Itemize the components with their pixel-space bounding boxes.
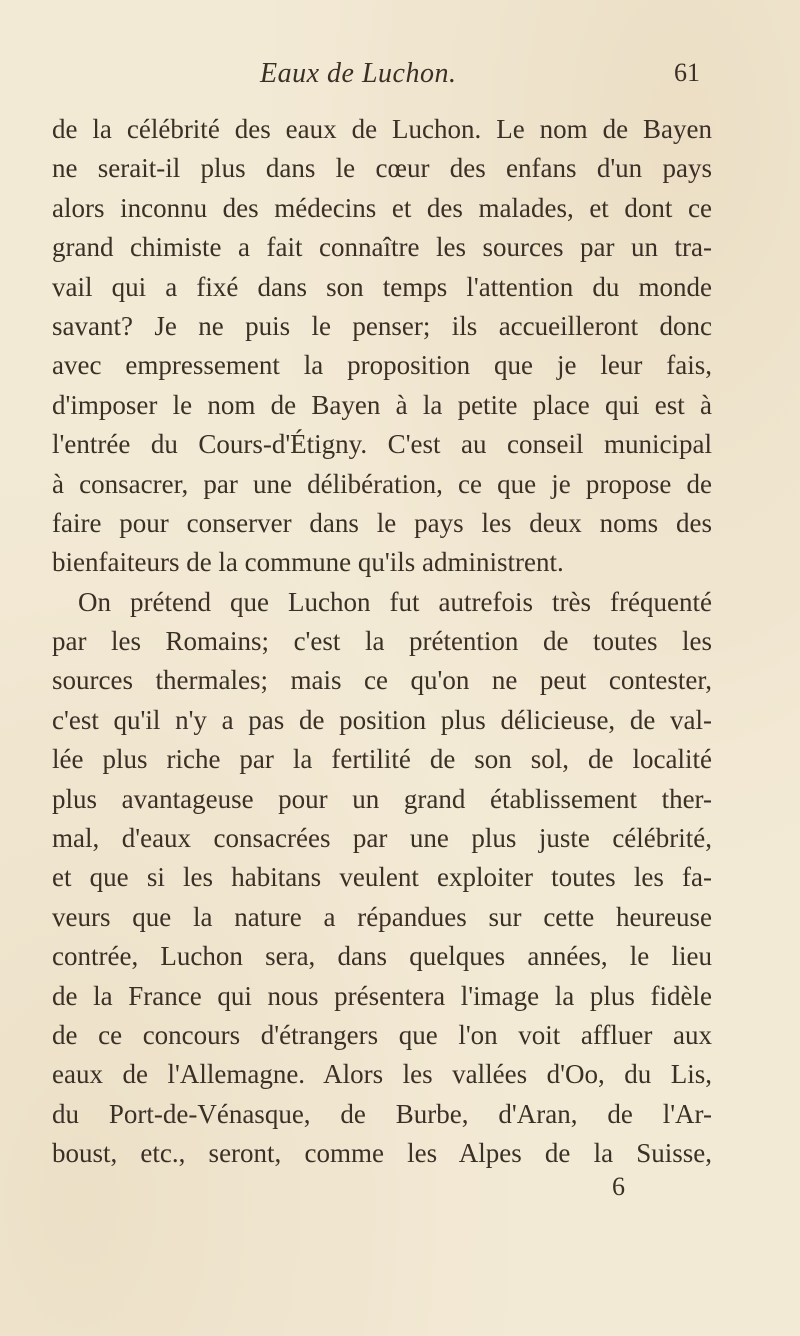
text-line: de ce concours d'étrangers que l'on voit affluer aux	[52, 1019, 712, 1050]
text-line: avec empressement la proposition que je leur fais,	[52, 350, 712, 381]
text-line: par les Romains; c'est la prétention de toutes les	[52, 626, 712, 657]
page-number: 61	[674, 58, 700, 87]
text-line: savant? Je ne puis le penser; ils accueilleront donc	[52, 310, 712, 341]
text-line: eaux de l'Allemagne. Alors les vallées d'Oo, du Lis,	[52, 1059, 712, 1090]
text-line: d'imposer le nom de Bayen à la petite place qui est à	[52, 389, 712, 420]
text-line: c'est qu'il n'y a pas de position plus délicieuse, de val-	[52, 704, 712, 735]
body-text	[52, 110, 712, 1174]
text-line: alors inconnu des médecins et des malades, et dont ce	[52, 192, 712, 223]
text-line: veurs que la nature a répandues sur cette heureuse	[52, 901, 712, 932]
signature-mark: 6	[612, 1172, 625, 1201]
page-header	[0, 58, 800, 98]
running-title: Eaux de Luchon.	[260, 58, 457, 89]
paragraph-end-line: bienfaiteurs de la commune qu'ils administrent.	[52, 547, 564, 578]
text-line: lée plus riche par la fertilité de son sol, de localité	[52, 744, 712, 775]
text-line: et que si les habitans veulent exploiter toutes les fa-	[52, 862, 712, 893]
text-line: mal, d'eaux consacrées par une plus juste célébrité,	[52, 823, 712, 854]
text-line: à consacrer, par une délibération, ce que je propose de	[52, 468, 712, 499]
text-line: sources thermales; mais ce qu'on ne peut contester,	[52, 665, 712, 696]
paragraph-start-line: On prétend que Luchon fut autrefois très fréquenté	[78, 586, 712, 617]
text-line: du Port-de-Vénasque, de Burbe, d'Aran, de l'Ar-	[52, 1098, 712, 1129]
text-line: plus avantageuse pour un grand établissement ther-	[52, 783, 712, 814]
text-line: faire pour conserver dans le pays les deux noms des	[52, 507, 712, 538]
text-line: contrée, Luchon sera, dans quelques années, le lieu	[52, 941, 712, 972]
text-line: vail qui a fixé dans son temps l'attention du monde	[52, 271, 712, 302]
text-line: boust, etc., seront, comme les Alpes de la Suisse,	[52, 1138, 712, 1169]
text-line: de la France qui nous présentera l'image la plus fidèle	[52, 980, 712, 1011]
text-line: de la célébrité des eaux de Luchon. Le nom de Bayen	[52, 114, 712, 144]
text-line: grand chimiste a fait connaître les sources par un tra-	[52, 232, 712, 263]
text-line: l'entrée du Cours-d'Étigny. C'est au conseil municipal	[52, 429, 712, 460]
text-line: ne serait-il plus dans le cœur des enfans d'un pays	[52, 153, 712, 184]
